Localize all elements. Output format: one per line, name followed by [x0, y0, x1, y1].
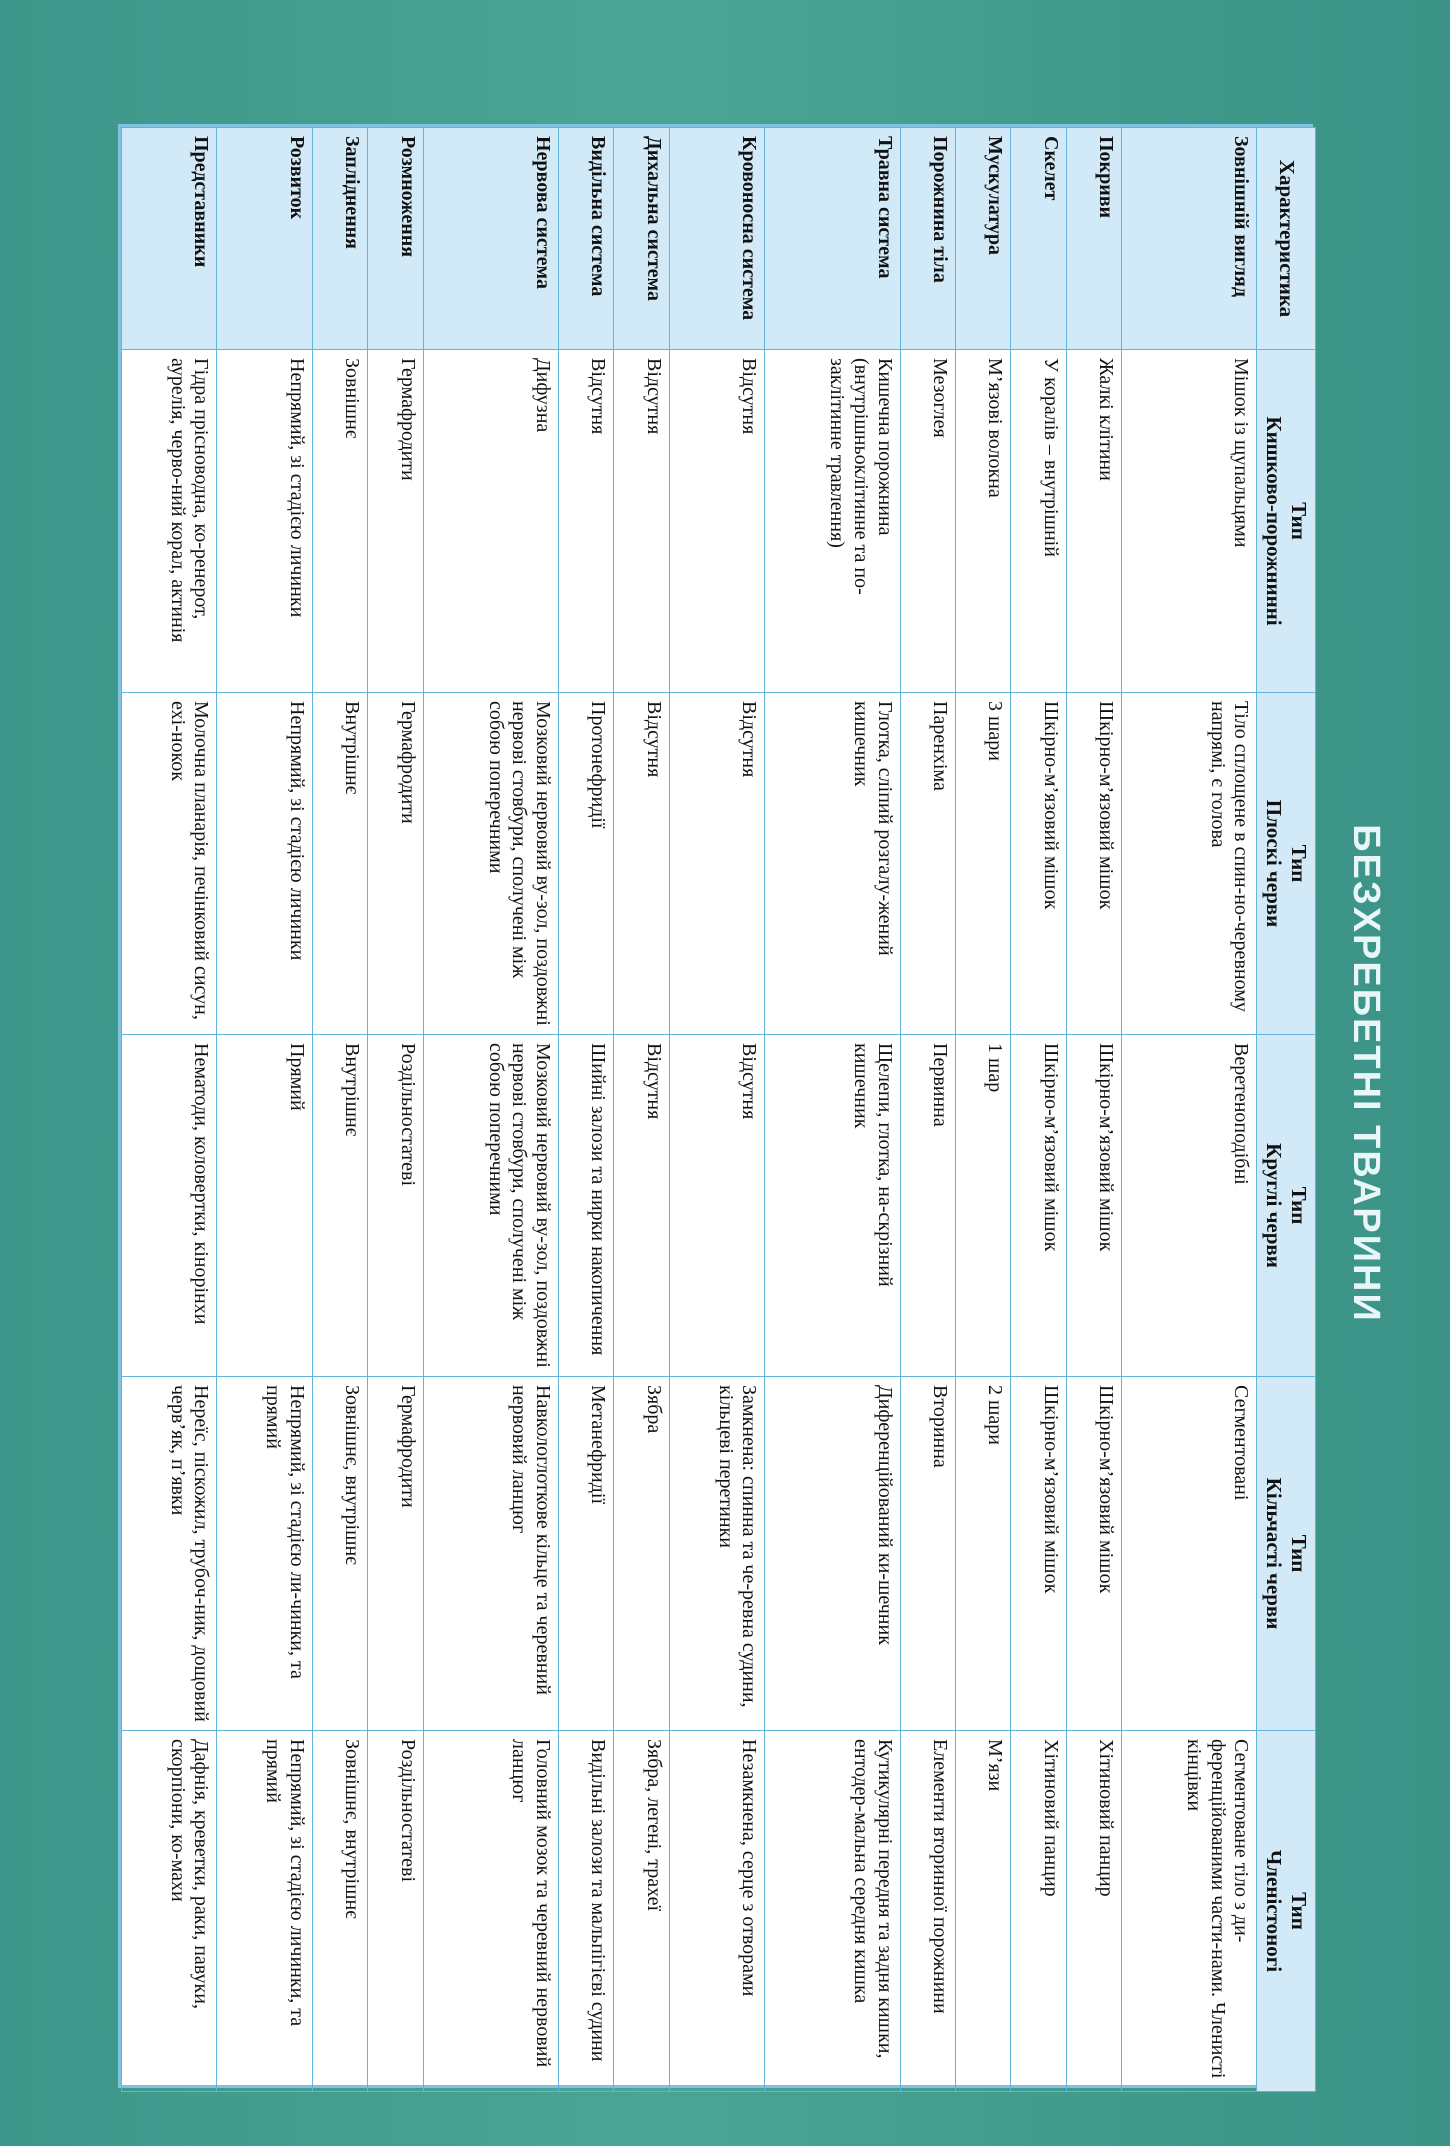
table-cell: Відсутня [669, 1035, 764, 1377]
table-row [122, 128, 218, 2092]
table-row [217, 128, 312, 2092]
row-label: Зовнішній вигляд [1122, 128, 1257, 350]
table-cell: Зябра [614, 1377, 669, 1731]
table-cell: Відсутня [559, 350, 614, 693]
table-cell: Хітиновий панцир [1011, 1731, 1066, 2092]
table-cell: Первинна [900, 1035, 955, 1377]
table-cell: Прямий [217, 1035, 312, 1377]
table-cell: Відсутня [669, 693, 764, 1035]
table-row [1066, 128, 1121, 2092]
table-row [312, 128, 367, 2092]
table-cell: Веретеноподібні [1122, 1035, 1257, 1377]
header-coelenterates: Тип Кишково-порожнинні [1257, 350, 1316, 693]
table-cell: Шкірно-м’язовий мішок [1066, 693, 1121, 1035]
table-cell: Шкірно-м’язовий мішок [1066, 1035, 1121, 1377]
table-frame [118, 124, 1313, 2088]
table-cell: Сегментоване тіло з ди-ференційованими части-нами. Членисті кінцівки [1122, 1731, 1257, 2092]
table-cell: Хітиновий панцир [1066, 1731, 1121, 2092]
table-cell: Тіло сплощене в спин-но-черевному напрямі, є голова [1122, 693, 1257, 1035]
row-label: Покриви [1066, 128, 1121, 350]
table-row [423, 128, 558, 2092]
table-cell: Гермафродити [368, 693, 423, 1035]
row-label: Порожнина тіла [900, 128, 955, 350]
table-cell: Щелепи, глотка, на-скрізний кишечник [765, 1035, 900, 1377]
table-cell: Роздільностатеві [368, 1731, 423, 2092]
table-cell: Зябра, легені, трахеї [614, 1731, 669, 2092]
row-label: Мускулатура [955, 128, 1010, 350]
table-cell: Паренхіма [900, 693, 955, 1035]
table-cell: Шкірно-м’язовий мішок [1011, 1377, 1066, 1731]
row-label: Скелет [1011, 128, 1066, 350]
row-label: Нервова система [423, 128, 558, 350]
row-label: Травна система [765, 128, 900, 350]
table-cell: Відсутня [614, 350, 669, 693]
table-cell: Навкологлоткове кільце та черевний нервовий ланцюг [423, 1377, 558, 1731]
table-cell: Метанефридії [559, 1377, 614, 1731]
table-row [614, 128, 669, 2092]
table-row [368, 128, 423, 2092]
table-cell: Внутрішнє [312, 693, 367, 1035]
table-cell: Відсутня [669, 350, 764, 693]
table-cell: Замкнена: спинна та че-ревна судини, кільцеві перетинки [669, 1377, 764, 1731]
invertebrates-table [121, 127, 1316, 2092]
table-cell: Незамкнена, серце з отворами [669, 1731, 764, 2092]
table-cell: Роздільностатеві [368, 1035, 423, 1377]
table-row [1011, 128, 1066, 2092]
table-cell: Мезоглея [900, 350, 955, 693]
table-row [559, 128, 614, 2092]
table-cell: Видільні залози та мальпігієві судини [559, 1731, 614, 2092]
table-cell: Непрямий, зі стадією личинки [217, 350, 312, 693]
table-cell: Молочна планарія, печінковий сисун, ехі-нокок [122, 693, 218, 1035]
table-cell: Непрямий, зі стадією личинки, та прямий [217, 1731, 312, 2092]
table-row [900, 128, 955, 2092]
table-cell: М’язові волокна [955, 350, 1010, 693]
table-cell: Гермафродити [368, 350, 423, 693]
table-cell: Нематоди, коловертки, кінорінхи [122, 1035, 218, 1377]
table-cell: Зовнішнє, внутрішнє [312, 1377, 367, 1731]
table-cell: Шкірно-м’язовий мішок [1011, 1035, 1066, 1377]
row-label: Кровоносна система [669, 128, 764, 350]
row-label: Видільна система [559, 128, 614, 350]
table-row [955, 128, 1010, 2092]
table-cell: У коралів – внутрішній [1011, 350, 1066, 693]
table-cell: Мішок із щупальцями [1122, 350, 1257, 693]
table-cell: Кишечна порожнина (внутрішньоклітинне та по-заклітинне травлення) [765, 350, 900, 693]
table-cell: 2 шари [955, 1377, 1010, 1731]
table-cell: Жалкі клітини [1066, 350, 1121, 693]
table-cell: Сегментовані [1122, 1377, 1257, 1731]
table-cell: Дафнія, креветки, раки, павуки, скорпіони, ко-махи [122, 1731, 218, 2092]
table-cell: Зовнішнє, внутрішнє [312, 1731, 367, 2092]
table-row [1122, 128, 1257, 2092]
row-label: Розвиток [217, 128, 312, 350]
header-roundworms: Тип Круглі черви [1257, 1035, 1316, 1377]
table-cell: Непрямий, зі стадією личинки [217, 693, 312, 1035]
table-cell: Глотка, сліпий розгалу-жений кишечник [765, 693, 900, 1035]
header-flatworms: Тип Плоскі черви [1257, 693, 1316, 1035]
table-cell: Внутрішнє [312, 1035, 367, 1377]
table-cell: Протонефридії [559, 693, 614, 1035]
header-annelids: Тип Кільчасті черви [1257, 1377, 1316, 1731]
table-cell: 1 шар [955, 1035, 1010, 1377]
table-cell: М’язи [955, 1731, 1010, 2092]
table-cell: Гермафродити [368, 1377, 423, 1731]
table-body [122, 128, 1257, 2092]
row-label: Представники [122, 128, 218, 350]
row-label: Дихальна система [614, 128, 669, 350]
table-cell: Непрямий, зі стадією ли-чинки, та прямий [217, 1377, 312, 1731]
table-cell: Шкірно-м’язовий мішок [1011, 693, 1066, 1035]
page-title: БЕЗХРЕБЕТНІ ТВАРИНИ [1344, 823, 1387, 1323]
title-strip [1310, 0, 1420, 2146]
table-cell: Головний мозок та черевний нервовий ланцюг [423, 1731, 558, 2092]
table-row [765, 128, 900, 2092]
table-cell: Дифузна [423, 350, 558, 693]
row-label: Запліднення [312, 128, 367, 350]
table-cell: Мозковий нервовий ву-зол, поздовжні нервові стовбури, сполучені між собою поперечними [423, 1035, 558, 1377]
table-cell: Вторинна [900, 1377, 955, 1731]
rotated-table-wrapper [121, 127, 1316, 2091]
table-cell: Нереїс, піскожил, трубоч-ник, дощовий черв’як, п’явки [122, 1377, 218, 1731]
row-label: Розмноження [368, 128, 423, 350]
table-cell: Зовнішнє [312, 350, 367, 693]
table-cell: Елементи вторинної порожнини [900, 1731, 955, 2092]
table-header-row [1257, 128, 1316, 2092]
header-arthropods: Тип Членістоногі [1257, 1731, 1316, 2092]
header-characteristic: Характеристика [1257, 128, 1316, 350]
table-cell: Гідра прісноводна, ко-ренерот, аурелія, черво-ний корал, актинія [122, 350, 218, 693]
table-cell: Кутикулярні передня та задня кишки, ентодер-мальна середня кишка [765, 1731, 900, 2092]
table-cell: Мозковий нервовий ву-зол, поздовжні нервові стовбури, сполучені між собою поперечними [423, 693, 558, 1035]
table-cell: Диференційований ки-шечник [765, 1377, 900, 1731]
table-cell: Відсутня [614, 1035, 669, 1377]
table-row [669, 128, 764, 2092]
table-cell: 3 шари [955, 693, 1010, 1035]
table-cell: Шкірно-м’язовий мішок [1066, 1377, 1121, 1731]
table-cell: Відсутня [614, 693, 669, 1035]
table-cell: Шийні залози та нирки накопичення [559, 1035, 614, 1377]
